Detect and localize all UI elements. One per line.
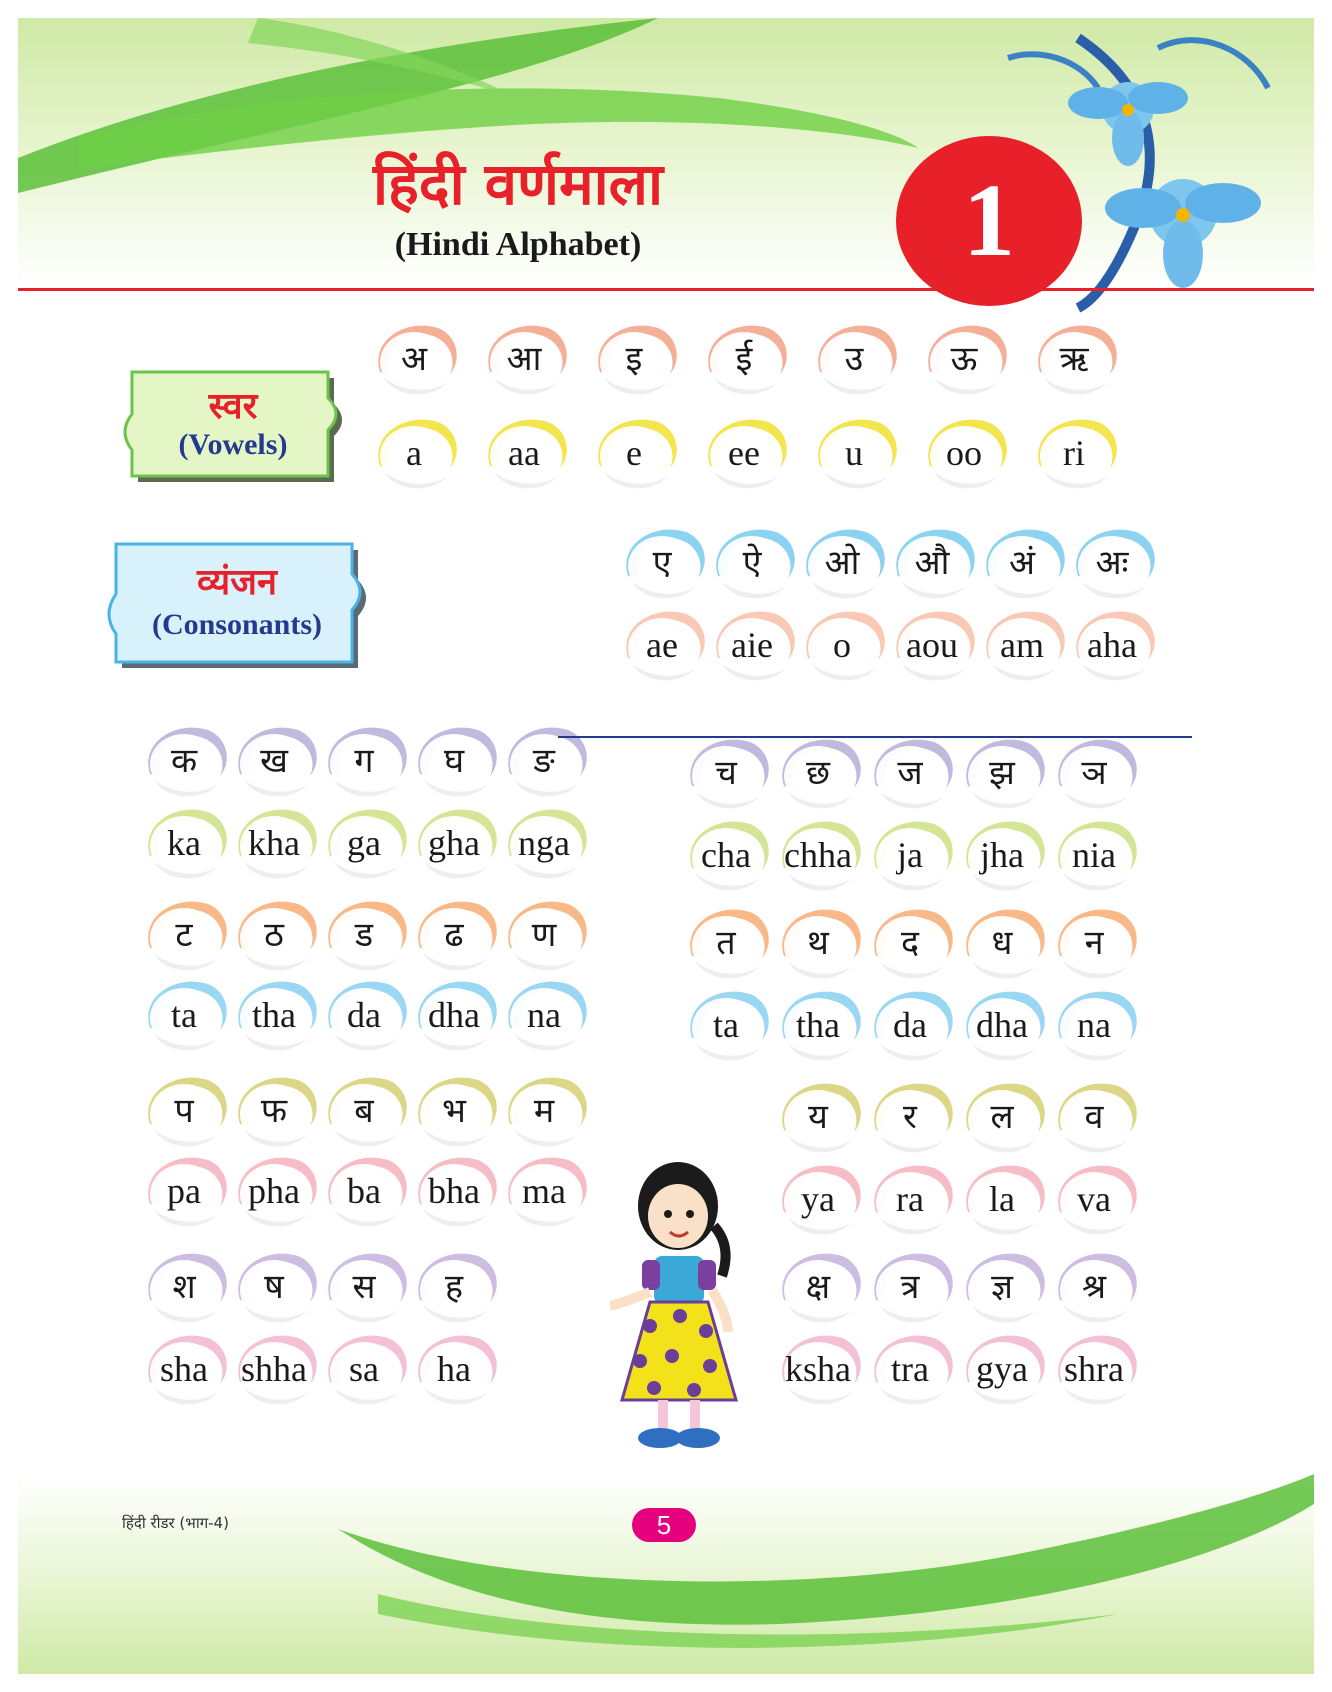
consonant-transliteration-bubble — [406, 1148, 502, 1234]
consonant-transliteration-bubble — [136, 1326, 232, 1412]
consonant-transliteration-bubble — [316, 972, 412, 1058]
hindi-letter: ड — [354, 915, 374, 955]
hindi-letter: घ — [443, 741, 465, 781]
consonant-bubble — [136, 1244, 232, 1330]
transliteration: aie — [731, 625, 773, 665]
vowel-bubble — [704, 520, 800, 606]
transliteration: gya — [976, 1349, 1028, 1389]
consonant-transliteration-bubble — [862, 982, 958, 1068]
hindi-letter: ञ — [1081, 753, 1107, 793]
hindi-letter: झ — [989, 753, 1015, 793]
hindi-letter: ङ — [533, 741, 555, 781]
hindi-letter: आ — [506, 339, 542, 379]
transliteration: chha — [784, 835, 852, 875]
book-page — [18, 18, 1314, 1674]
hindi-letter: ह — [444, 1267, 464, 1307]
hindi-letter: स — [352, 1267, 376, 1307]
consonant-transliteration-bubble — [954, 812, 1050, 898]
transliteration: ha — [437, 1349, 471, 1389]
consonant-bubble — [678, 900, 774, 986]
consonant-transliteration-bubble — [954, 1156, 1050, 1242]
hindi-letter: ब — [354, 1091, 374, 1131]
transliteration: kha — [248, 823, 300, 863]
consonant-transliteration-bubble — [136, 1148, 232, 1234]
vowel-transliteration-bubble — [476, 410, 572, 496]
consonant-bubble — [316, 718, 412, 804]
consonant-bubble — [770, 1074, 866, 1160]
consonant-bubble — [1046, 1074, 1142, 1160]
vowel-transliteration-bubble — [1064, 602, 1160, 688]
hindi-letter: ग — [354, 741, 374, 781]
transliteration: pa — [167, 1171, 201, 1211]
vowel-transliteration-bubble — [884, 602, 980, 688]
consonant-transliteration-bubble — [136, 800, 232, 886]
hindi-letter: य — [808, 1097, 828, 1137]
hindi-letter: ऋ — [1059, 339, 1089, 379]
consonant-bubble — [770, 900, 866, 986]
vowel-transliteration-bubble — [614, 602, 710, 688]
hindi-letter: ऐ — [742, 543, 762, 583]
consonant-bubble — [1046, 1244, 1142, 1330]
consonant-bubble — [954, 900, 1050, 986]
transliteration: aou — [906, 625, 958, 665]
consonant-bubble — [316, 1068, 412, 1154]
vowel-transliteration-bubble — [806, 410, 902, 496]
consonants-heading-english: (Consonants) — [151, 608, 323, 641]
consonant-transliteration-bubble — [406, 1326, 502, 1412]
vowel-bubble — [916, 316, 1012, 402]
transliteration: ka — [167, 823, 201, 863]
vowel-transliteration-bubble — [794, 602, 890, 688]
consonant-bubble — [496, 1068, 592, 1154]
transliteration: na — [527, 995, 561, 1035]
transliteration: ee — [728, 433, 760, 473]
consonant-bubble — [954, 1074, 1050, 1160]
consonant-transliteration-bubble — [678, 982, 774, 1068]
vowel-bubble — [974, 520, 1070, 606]
consonant-transliteration-bubble — [1046, 812, 1142, 898]
hindi-letter: ई — [735, 339, 753, 379]
consonant-bubble — [136, 892, 232, 978]
hindi-letter: व — [1084, 1097, 1104, 1137]
transliteration: ga — [347, 823, 381, 863]
vowel-bubble — [696, 316, 792, 402]
vowels-heading-english: (Vowels) — [178, 428, 288, 461]
consonant-bubble — [136, 1068, 232, 1154]
consonant-transliteration-bubble — [496, 1148, 592, 1234]
hindi-letter: इ — [625, 339, 643, 379]
hindi-letter: ध — [991, 923, 1013, 963]
transliteration: nia — [1072, 835, 1116, 875]
chapter-number-badge: 1 — [896, 136, 1082, 306]
transliteration: tra — [891, 1349, 929, 1389]
hindi-letter: ढ — [444, 915, 464, 955]
hindi-letter: ए — [652, 543, 672, 583]
consonant-transliteration-bubble — [226, 1148, 322, 1234]
hindi-letter: क — [170, 741, 198, 781]
consonant-bubble — [1046, 900, 1142, 986]
transliteration: pha — [248, 1171, 300, 1211]
consonant-bubble — [316, 892, 412, 978]
consonant-bubble — [862, 730, 958, 816]
consonant-transliteration-bubble — [770, 1156, 866, 1242]
footer-leaf-decoration — [18, 1474, 1314, 1674]
vowel-bubble — [614, 520, 710, 606]
transliteration: nga — [518, 823, 570, 863]
consonant-bubble — [954, 1244, 1050, 1330]
consonant-transliteration-bubble — [316, 800, 412, 886]
transliteration: aa — [508, 433, 540, 473]
transliteration: bha — [428, 1171, 480, 1211]
consonant-transliteration-bubble — [862, 812, 958, 898]
transliteration: cha — [701, 835, 751, 875]
consonant-bubble — [1046, 730, 1142, 816]
transliteration: ma — [522, 1171, 566, 1211]
consonant-transliteration-bubble — [1046, 1326, 1142, 1412]
transliteration: o — [833, 625, 851, 665]
consonant-bubble — [226, 1068, 322, 1154]
hindi-letter: अं — [1009, 543, 1035, 583]
transliteration: gha — [428, 823, 480, 863]
hindi-letter: ख — [260, 741, 288, 781]
consonant-bubble — [406, 892, 502, 978]
vowel-transliteration-bubble — [1026, 410, 1122, 496]
consonant-bubble — [862, 1244, 958, 1330]
consonant-transliteration-bubble — [226, 972, 322, 1058]
consonant-transliteration-bubble — [316, 1326, 412, 1412]
hindi-letter: भ — [442, 1091, 466, 1131]
consonant-bubble — [678, 730, 774, 816]
vowel-bubble — [806, 316, 902, 402]
consonant-bubble — [406, 1244, 502, 1330]
consonant-bubble — [770, 1244, 866, 1330]
transliteration: ba — [347, 1171, 381, 1211]
vowel-transliteration-bubble — [366, 410, 462, 496]
transliteration: u — [845, 433, 863, 473]
hindi-letter: ज्ञ — [991, 1267, 1013, 1307]
page-number-badge: 5 — [632, 1508, 696, 1542]
consonant-bubble — [316, 1244, 412, 1330]
consonant-transliteration-bubble — [678, 812, 774, 898]
transliteration: shha — [241, 1349, 307, 1389]
consonant-transliteration-bubble — [1046, 982, 1142, 1068]
hindi-letter: ओ — [824, 543, 860, 583]
transliteration: ja — [897, 835, 923, 875]
hindi-letter: ल — [990, 1097, 1014, 1137]
hindi-letter: थ — [807, 923, 829, 963]
transliteration: e — [626, 433, 642, 473]
consonants-heading-hindi: व्यंजन — [197, 562, 277, 603]
consonant-transliteration-bubble — [496, 972, 592, 1058]
transliteration: na — [1077, 1005, 1111, 1045]
hindi-letter: ठ — [264, 915, 284, 955]
hindi-letter: अः — [1095, 543, 1129, 583]
transliteration: va — [1077, 1179, 1111, 1219]
hindi-letter: न — [1084, 923, 1104, 963]
consonant-bubble — [770, 730, 866, 816]
hindi-letter: उ — [844, 339, 864, 379]
transliteration: shra — [1064, 1349, 1124, 1389]
girl-illustration — [610, 1156, 750, 1456]
consonant-transliteration-bubble — [226, 800, 322, 886]
consonant-bubble — [136, 718, 232, 804]
vowel-bubble — [476, 316, 572, 402]
consonant-transliteration-bubble — [770, 982, 866, 1068]
transliteration: dha — [976, 1005, 1028, 1045]
transliteration: ra — [896, 1179, 924, 1219]
consonant-bubble — [406, 718, 502, 804]
hindi-letter: छ — [806, 753, 830, 793]
transliteration: tha — [252, 995, 296, 1035]
section-divider — [558, 736, 1192, 738]
book-title-footer: हिंदी रीडर (भाग-4) — [122, 1514, 229, 1532]
hindi-letter: श — [172, 1267, 196, 1307]
hindi-letter: त्र — [900, 1267, 920, 1307]
consonant-transliteration-bubble — [954, 982, 1050, 1068]
hindi-letter: औ — [914, 543, 950, 583]
page-title-hindi: हिंदी वर्णमाला — [372, 150, 664, 218]
header-divider — [18, 288, 1314, 291]
hindi-letter: र — [903, 1097, 917, 1137]
vowel-bubble — [1064, 520, 1160, 606]
transliteration: da — [893, 1005, 927, 1045]
transliteration: oo — [946, 433, 982, 473]
vowel-bubble — [794, 520, 890, 606]
hindi-letter: ट — [175, 915, 193, 955]
transliteration: ksha — [785, 1349, 851, 1389]
consonant-transliteration-bubble — [136, 972, 232, 1058]
consonant-bubble — [496, 718, 592, 804]
consonant-bubble — [862, 1074, 958, 1160]
consonant-bubble — [226, 892, 322, 978]
hindi-letter: त — [716, 923, 736, 963]
transliteration: ta — [713, 1005, 739, 1045]
consonant-transliteration-bubble — [862, 1326, 958, 1412]
hindi-letter: ष — [264, 1267, 284, 1307]
hindi-letter: च — [715, 753, 737, 793]
transliteration: da — [347, 995, 381, 1035]
hindi-letter: क्ष — [805, 1267, 831, 1307]
consonant-bubble — [496, 892, 592, 978]
transliteration: jha — [980, 835, 1024, 875]
consonant-bubble — [862, 900, 958, 986]
hindi-letter: ऊ — [950, 339, 978, 379]
transliteration: dha — [428, 995, 480, 1035]
consonant-transliteration-bubble — [406, 972, 502, 1058]
hindi-letter: द — [900, 923, 920, 963]
consonants-sign — [102, 530, 372, 676]
hindi-letter: श्र — [1081, 1267, 1107, 1307]
vowels-sign — [118, 358, 348, 488]
transliteration: aha — [1087, 625, 1137, 665]
vowel-transliteration-bubble — [974, 602, 1070, 688]
vowel-bubble — [884, 520, 980, 606]
transliteration: am — [1000, 625, 1044, 665]
flower-icon — [1068, 82, 1188, 166]
transliteration: ya — [801, 1179, 835, 1219]
consonant-transliteration-bubble — [316, 1148, 412, 1234]
hindi-letter: प — [174, 1091, 194, 1131]
page-title-english: (Hindi Alphabet) — [394, 226, 642, 263]
transliteration: sa — [349, 1349, 379, 1389]
vowels-heading-hindi: स्वर — [208, 386, 258, 427]
transliteration: tha — [796, 1005, 840, 1045]
transliteration: ri — [1063, 433, 1085, 473]
vowel-transliteration-bubble — [704, 602, 800, 688]
consonant-transliteration-bubble — [770, 1326, 866, 1412]
consonant-bubble — [406, 1068, 502, 1154]
hindi-letter: म — [533, 1091, 555, 1131]
hindi-letter: ण — [531, 915, 557, 955]
vowel-bubble — [366, 316, 462, 402]
consonant-transliteration-bubble — [954, 1326, 1050, 1412]
vowel-bubble — [586, 316, 682, 402]
transliteration: ta — [171, 995, 197, 1035]
transliteration: a — [406, 433, 422, 473]
transliteration: ae — [646, 625, 678, 665]
consonant-transliteration-bubble — [496, 800, 592, 886]
vowel-transliteration-bubble — [586, 410, 682, 496]
hindi-letter: फ — [260, 1091, 288, 1131]
consonant-transliteration-bubble — [406, 800, 502, 886]
transliteration: la — [989, 1179, 1015, 1219]
consonant-bubble — [226, 718, 322, 804]
consonant-transliteration-bubble — [1046, 1156, 1142, 1242]
vowel-transliteration-bubble — [916, 410, 1012, 496]
consonant-transliteration-bubble — [226, 1326, 322, 1412]
hindi-letter: ज — [897, 753, 923, 793]
consonant-bubble — [226, 1244, 322, 1330]
consonant-transliteration-bubble — [770, 812, 866, 898]
consonant-transliteration-bubble — [862, 1156, 958, 1242]
vowel-bubble — [1026, 316, 1122, 402]
transliteration: sha — [160, 1349, 208, 1389]
vowel-transliteration-bubble — [696, 410, 792, 496]
consonant-bubble — [954, 730, 1050, 816]
hindi-letter: अ — [401, 339, 427, 379]
